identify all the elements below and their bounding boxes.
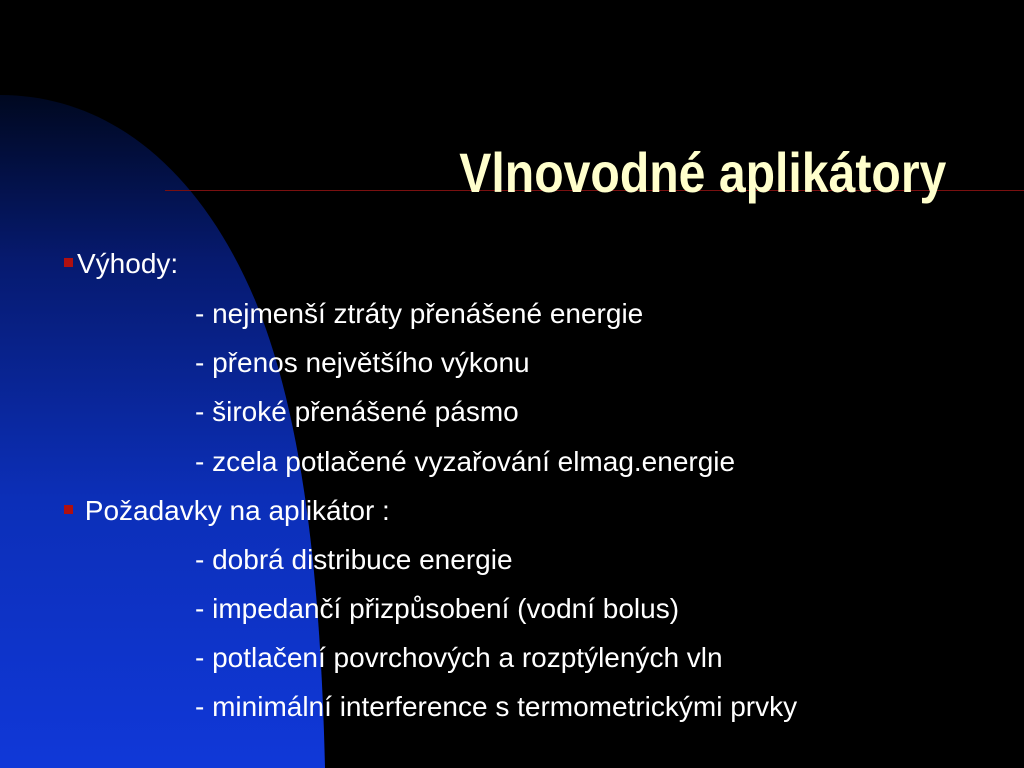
square-bullet-icon (64, 258, 73, 267)
section-heading-advantages (64, 248, 178, 280)
section-heading-text: Výhody: (77, 248, 179, 279)
list-item: - široké přenášené pásmo (195, 396, 519, 427)
slide-title: Vlnovodné aplikátory (458, 141, 946, 204)
list-item: - přenos největšího výkonu (195, 347, 530, 378)
section-heading-requirements (64, 495, 390, 527)
list-item: - minimální interference s termometrickými prvky (195, 691, 798, 722)
list-item: - nejmenší ztráty přenášené energie (195, 298, 644, 329)
square-bullet-icon (64, 505, 73, 514)
list-item: - impedančí přizpůsobení (vodní bolus) (195, 593, 680, 624)
section-heading-text: Požadavky na aplikátor : (77, 495, 390, 526)
list-item: - potlačení povrchových a rozptýlených vln (195, 642, 723, 673)
list-item: - zcela potlačené vyzařování elmag.energie (195, 446, 736, 477)
list-item: - dobrá distribuce energie (195, 544, 513, 575)
